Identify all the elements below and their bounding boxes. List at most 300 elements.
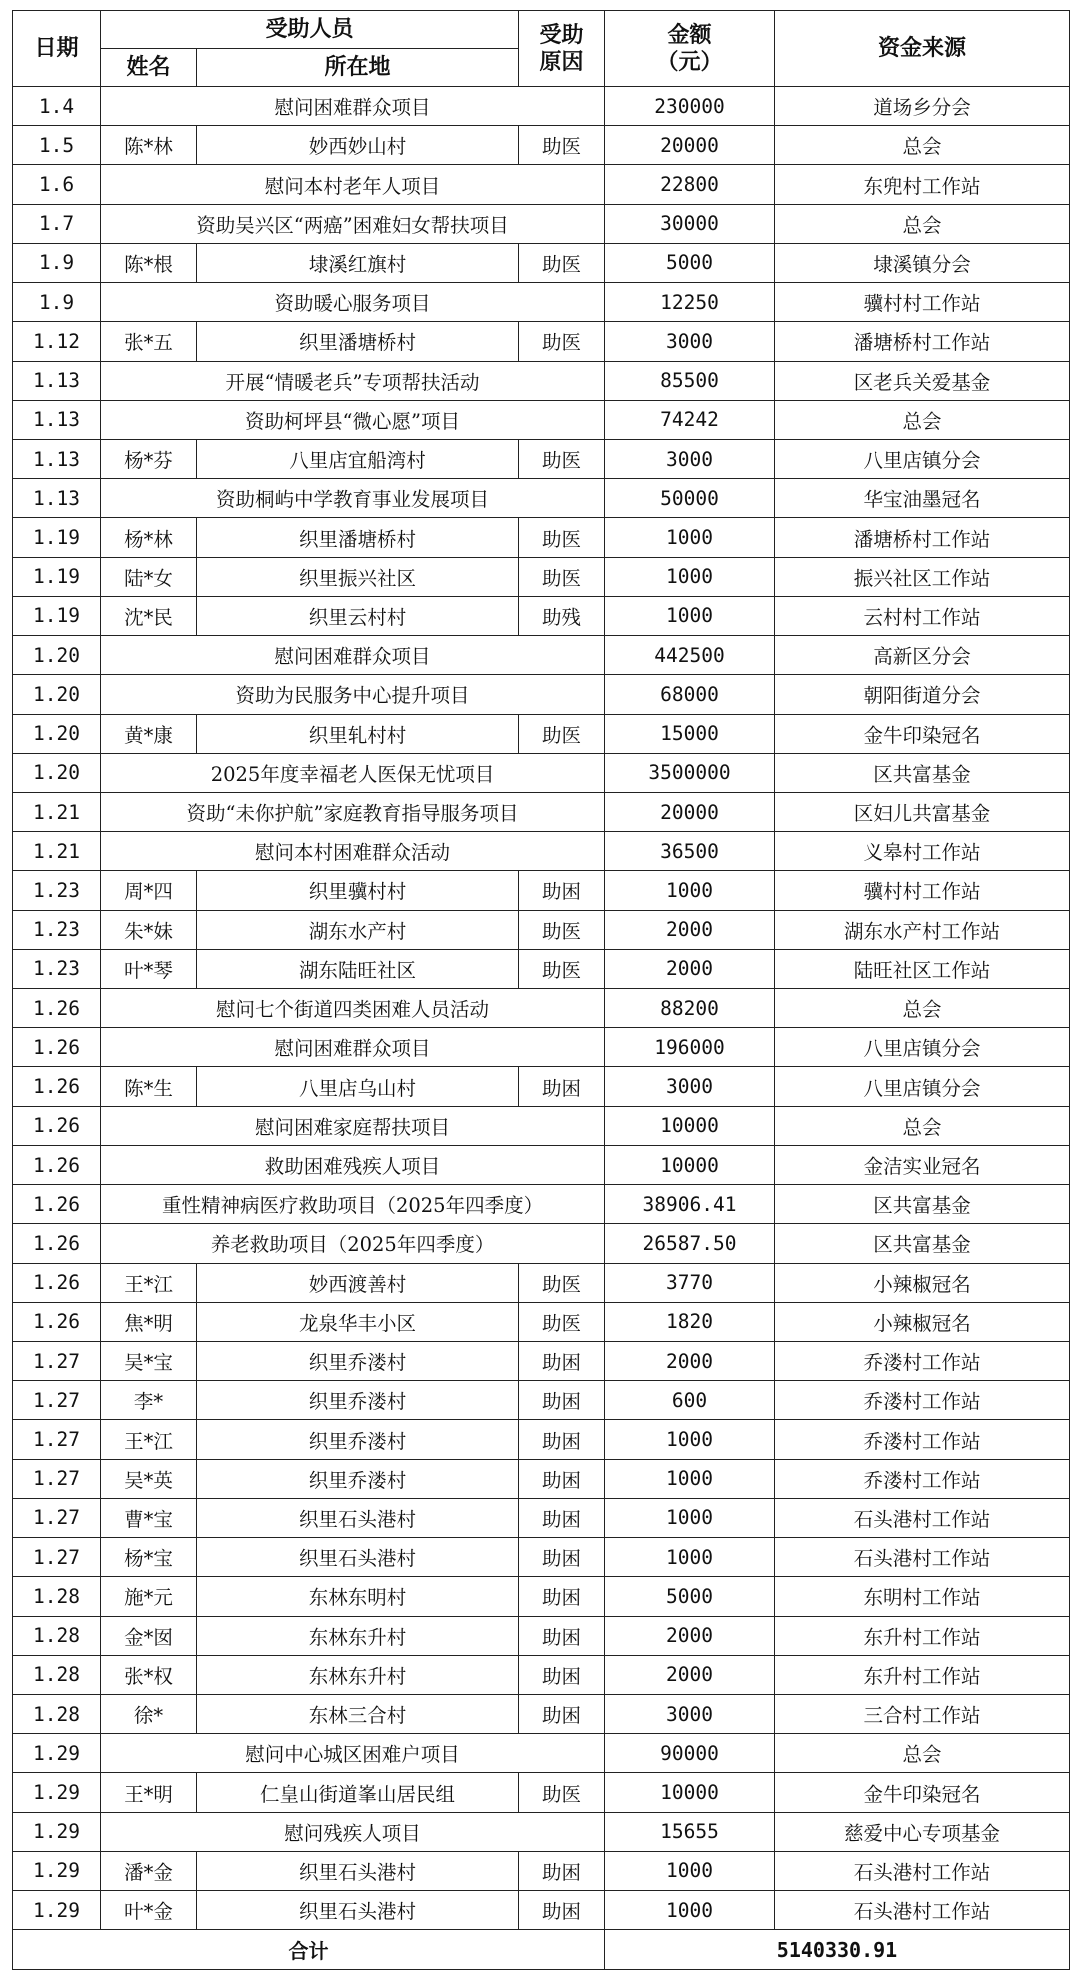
name-cell: 李*	[101, 1381, 197, 1420]
source-cell: 云村村工作站	[775, 596, 1070, 635]
reason-cell: 助医	[519, 910, 605, 949]
source-cell: 石头港村工作站	[775, 1851, 1070, 1890]
amount-cell: 2000	[605, 1655, 775, 1694]
date-cell: 1.26	[13, 989, 101, 1028]
table-row	[13, 1185, 1070, 1224]
name-cell: 曹*宝	[101, 1498, 197, 1537]
header-source: 资金来源	[775, 11, 1070, 87]
name-cell: 黄*康	[101, 714, 197, 753]
table-row	[13, 1851, 1070, 1890]
header-amount-line1: 金额	[667, 21, 712, 48]
date-cell: 1.29	[13, 1773, 101, 1812]
reason-cell: 助困	[519, 1577, 605, 1616]
project-cell: 慰问七个街道四类困难人员活动	[101, 989, 605, 1028]
amount-cell: 20000	[605, 126, 775, 165]
source-cell: 石头港村工作站	[775, 1538, 1070, 1577]
table-row	[13, 1577, 1070, 1616]
date-cell: 1.28	[13, 1577, 101, 1616]
date-cell: 1.9	[13, 243, 101, 282]
source-cell: 高新区分会	[775, 636, 1070, 675]
name-cell: 吴*宝	[101, 1342, 197, 1381]
name-cell: 张*权	[101, 1655, 197, 1694]
amount-cell: 85500	[605, 361, 775, 400]
name-cell: 王*江	[101, 1420, 197, 1459]
amount-cell: 1000	[605, 1459, 775, 1498]
header-reason-line2: 原因	[539, 48, 584, 75]
amount-cell: 15000	[605, 714, 775, 753]
date-cell: 1.19	[13, 596, 101, 635]
name-cell: 叶*金	[101, 1891, 197, 1930]
reason-cell: 助医	[519, 322, 605, 361]
location-cell: 龙泉华丰小区	[197, 1302, 519, 1341]
table-row	[13, 1812, 1070, 1851]
amount-cell: 30000	[605, 204, 775, 243]
header-amount-line2: （元）	[656, 48, 723, 75]
table-row	[13, 1224, 1070, 1263]
table-row	[13, 400, 1070, 439]
source-cell: 东明村工作站	[775, 1577, 1070, 1616]
date-cell: 1.13	[13, 400, 101, 439]
location-cell: 八里店乌山村	[197, 1067, 519, 1106]
table-row	[13, 557, 1070, 596]
project-cell: 慰问困难群众项目	[101, 1028, 605, 1067]
reason-cell: 助困	[519, 871, 605, 910]
amount-cell: 3000	[605, 1067, 775, 1106]
reason-cell: 助困	[519, 1694, 605, 1733]
location-cell: 八里店宜船湾村	[197, 439, 519, 478]
header-name: 姓名	[101, 49, 197, 87]
source-cell: 石头港村工作站	[775, 1498, 1070, 1537]
project-cell: 慰问困难群众项目	[101, 87, 605, 126]
reason-cell: 助困	[519, 1342, 605, 1381]
date-cell: 1.13	[13, 479, 101, 518]
source-cell: 小辣椒冠名	[775, 1263, 1070, 1302]
location-cell: 织里乔溇村	[197, 1381, 519, 1420]
table-row	[13, 1028, 1070, 1067]
source-cell: 三合村工作站	[775, 1694, 1070, 1733]
amount-cell: 1000	[605, 1538, 775, 1577]
date-cell: 1.21	[13, 792, 101, 831]
location-cell: 妙西渡善村	[197, 1263, 519, 1302]
table-row	[13, 1459, 1070, 1498]
date-cell: 1.4	[13, 87, 101, 126]
table-row	[13, 1420, 1070, 1459]
source-cell: 石头港村工作站	[775, 1891, 1070, 1930]
date-cell: 1.26	[13, 1106, 101, 1145]
location-cell: 织里石头港村	[197, 1538, 519, 1577]
date-cell: 1.26	[13, 1224, 101, 1263]
location-cell: 织里云村村	[197, 596, 519, 635]
date-cell: 1.26	[13, 1028, 101, 1067]
reason-cell: 助困	[519, 1459, 605, 1498]
date-cell: 1.26	[13, 1145, 101, 1184]
header-reason-line1: 受助	[539, 21, 584, 48]
table-row	[13, 792, 1070, 831]
table-row	[13, 1302, 1070, 1341]
donation-ledger-table	[12, 10, 1070, 1970]
project-cell: 资助暖心服务项目	[101, 283, 605, 322]
table-row	[13, 165, 1070, 204]
source-cell: 总会	[775, 400, 1070, 439]
date-cell: 1.13	[13, 361, 101, 400]
name-cell: 陈*根	[101, 243, 197, 282]
date-cell: 1.20	[13, 753, 101, 792]
table-row	[13, 479, 1070, 518]
amount-cell: 2000	[605, 1616, 775, 1655]
project-cell: 慰问困难群众项目	[101, 636, 605, 675]
date-cell: 1.29	[13, 1812, 101, 1851]
location-cell: 妙西妙山村	[197, 126, 519, 165]
location-cell: 湖东陆旺社区	[197, 949, 519, 988]
date-cell: 1.23	[13, 949, 101, 988]
source-cell: 慈爱中心专项基金	[775, 1812, 1070, 1851]
amount-cell: 10000	[605, 1106, 775, 1145]
project-cell: 养老救助项目（2025年四季度）	[101, 1224, 605, 1263]
location-cell: 湖东水产村	[197, 910, 519, 949]
project-cell: 资助为民服务中心提升项目	[101, 675, 605, 714]
reason-cell: 助医	[519, 714, 605, 753]
name-cell: 张*五	[101, 322, 197, 361]
table-row	[13, 1891, 1070, 1930]
source-cell: 乔溇村工作站	[775, 1381, 1070, 1420]
amount-cell: 5000	[605, 1577, 775, 1616]
reason-cell: 助困	[519, 1067, 605, 1106]
table-row	[13, 1498, 1070, 1537]
amount-cell: 1000	[605, 1851, 775, 1890]
source-cell: 潘塘桥村工作站	[775, 518, 1070, 557]
source-cell: 骥村村工作站	[775, 283, 1070, 322]
source-cell: 小辣椒冠名	[775, 1302, 1070, 1341]
table-row	[13, 439, 1070, 478]
name-cell: 杨*芬	[101, 439, 197, 478]
location-cell: 织里潘塘桥村	[197, 322, 519, 361]
date-cell: 1.20	[13, 675, 101, 714]
source-cell: 八里店镇分会	[775, 1028, 1070, 1067]
table-row	[13, 1067, 1070, 1106]
date-cell: 1.28	[13, 1655, 101, 1694]
location-cell: 东林东明村	[197, 1577, 519, 1616]
source-cell: 乔溇村工作站	[775, 1420, 1070, 1459]
reason-cell: 助困	[519, 1420, 605, 1459]
location-cell: 织里乔溇村	[197, 1459, 519, 1498]
name-cell: 金*囡	[101, 1616, 197, 1655]
source-cell: 埭溪镇分会	[775, 243, 1070, 282]
reason-cell: 助困	[519, 1538, 605, 1577]
header-date: 日期	[13, 11, 101, 87]
table-row	[13, 1263, 1070, 1302]
amount-cell: 15655	[605, 1812, 775, 1851]
date-cell: 1.26	[13, 1185, 101, 1224]
amount-cell: 22800	[605, 165, 775, 204]
table-row	[13, 910, 1070, 949]
amount-cell: 26587.50	[605, 1224, 775, 1263]
amount-cell: 1000	[605, 518, 775, 557]
source-cell: 义皋村工作站	[775, 832, 1070, 871]
project-cell: 资助柯坪县“微心愿”项目	[101, 400, 605, 439]
amount-cell: 1000	[605, 1420, 775, 1459]
project-cell: 重性精神病医疗救助项目（2025年四季度）	[101, 1185, 605, 1224]
amount-cell: 20000	[605, 792, 775, 831]
source-cell: 陆旺社区工作站	[775, 949, 1070, 988]
reason-cell: 助困	[519, 1616, 605, 1655]
project-cell: 慰问中心城区困难户项目	[101, 1734, 605, 1773]
source-cell: 总会	[775, 1734, 1070, 1773]
source-cell: 乔溇村工作站	[775, 1459, 1070, 1498]
name-cell: 吴*英	[101, 1459, 197, 1498]
reason-cell: 助医	[519, 1302, 605, 1341]
location-cell: 织里潘塘桥村	[197, 518, 519, 557]
date-cell: 1.23	[13, 871, 101, 910]
amount-cell: 88200	[605, 989, 775, 1028]
table-row	[13, 283, 1070, 322]
total-amount: 5140330.91	[605, 1930, 1070, 1970]
reason-cell: 助医	[519, 126, 605, 165]
location-cell: 织里石头港村	[197, 1851, 519, 1890]
name-cell: 杨*宝	[101, 1538, 197, 1577]
location-cell: 埭溪红旗村	[197, 243, 519, 282]
name-cell: 潘*金	[101, 1851, 197, 1890]
amount-cell: 1000	[605, 557, 775, 596]
location-cell: 东林三合村	[197, 1694, 519, 1733]
source-cell: 金牛印染冠名	[775, 1773, 1070, 1812]
date-cell: 1.21	[13, 832, 101, 871]
source-cell: 区妇儿共富基金	[775, 792, 1070, 831]
header-amount	[605, 11, 775, 87]
amount-cell: 38906.41	[605, 1185, 775, 1224]
source-cell: 东兜村工作站	[775, 165, 1070, 204]
source-cell: 总会	[775, 204, 1070, 243]
name-cell: 王*明	[101, 1773, 197, 1812]
table-row	[13, 596, 1070, 635]
table-row	[13, 322, 1070, 361]
table-body	[13, 87, 1070, 1930]
date-cell: 1.27	[13, 1498, 101, 1537]
amount-cell: 50000	[605, 479, 775, 518]
source-cell: 东升村工作站	[775, 1616, 1070, 1655]
date-cell: 1.20	[13, 636, 101, 675]
amount-cell: 90000	[605, 1734, 775, 1773]
source-cell: 总会	[775, 126, 1070, 165]
source-cell: 总会	[775, 989, 1070, 1028]
location-cell: 织里石头港村	[197, 1891, 519, 1930]
date-cell: 1.5	[13, 126, 101, 165]
amount-cell: 442500	[605, 636, 775, 675]
amount-cell: 3500000	[605, 753, 775, 792]
source-cell: 骥村村工作站	[775, 871, 1070, 910]
table-row	[13, 1773, 1070, 1812]
amount-cell: 3000	[605, 439, 775, 478]
table-row	[13, 753, 1070, 792]
amount-cell: 1000	[605, 1891, 775, 1930]
amount-cell: 74242	[605, 400, 775, 439]
amount-cell: 10000	[605, 1145, 775, 1184]
name-cell: 沈*民	[101, 596, 197, 635]
source-cell: 乔溇村工作站	[775, 1342, 1070, 1381]
header-reason	[519, 11, 605, 87]
name-cell: 朱*妹	[101, 910, 197, 949]
reason-cell: 助医	[519, 1263, 605, 1302]
total-row	[13, 1930, 1070, 1970]
source-cell: 朝阳街道分会	[775, 675, 1070, 714]
reason-cell: 助医	[519, 1773, 605, 1812]
date-cell: 1.19	[13, 557, 101, 596]
amount-cell: 230000	[605, 87, 775, 126]
amount-cell: 12250	[605, 283, 775, 322]
table-row	[13, 1381, 1070, 1420]
source-cell: 区老兵关爱基金	[775, 361, 1070, 400]
project-cell: 开展“情暖老兵”专项帮扶活动	[101, 361, 605, 400]
table-row	[13, 871, 1070, 910]
amount-cell: 1000	[605, 871, 775, 910]
project-cell: 资助“未你护航”家庭教育指导服务项目	[101, 792, 605, 831]
table-row	[13, 1106, 1070, 1145]
amount-cell: 1000	[605, 1498, 775, 1537]
source-cell: 振兴社区工作站	[775, 557, 1070, 596]
project-cell: 慰问残疾人项目	[101, 1812, 605, 1851]
project-cell: 慰问本村老年人项目	[101, 165, 605, 204]
date-cell: 1.12	[13, 322, 101, 361]
table-row	[13, 1655, 1070, 1694]
project-cell: 救助困难残疾人项目	[101, 1145, 605, 1184]
date-cell: 1.13	[13, 439, 101, 478]
table-footer	[13, 1930, 1070, 1970]
project-cell: 2025年度幸福老人医保无忧项目	[101, 753, 605, 792]
table-row	[13, 1734, 1070, 1773]
date-cell: 1.27	[13, 1420, 101, 1459]
table-row	[13, 243, 1070, 282]
table-row	[13, 518, 1070, 557]
date-cell: 1.23	[13, 910, 101, 949]
amount-cell: 5000	[605, 243, 775, 282]
source-cell: 道场乡分会	[775, 87, 1070, 126]
table-row	[13, 989, 1070, 1028]
location-cell: 东林东升村	[197, 1616, 519, 1655]
date-cell: 1.27	[13, 1342, 101, 1381]
date-cell: 1.9	[13, 283, 101, 322]
name-cell: 施*元	[101, 1577, 197, 1616]
reason-cell: 助医	[519, 243, 605, 282]
date-cell: 1.19	[13, 518, 101, 557]
table-row	[13, 126, 1070, 165]
reason-cell: 助困	[519, 1891, 605, 1930]
source-cell: 区共富基金	[775, 1185, 1070, 1224]
name-cell: 焦*明	[101, 1302, 197, 1341]
date-cell: 1.28	[13, 1694, 101, 1733]
name-cell: 陆*女	[101, 557, 197, 596]
amount-cell: 3000	[605, 1694, 775, 1733]
table-row	[13, 87, 1070, 126]
location-cell: 织里骥村村	[197, 871, 519, 910]
amount-cell: 600	[605, 1381, 775, 1420]
amount-cell: 2000	[605, 1342, 775, 1381]
source-cell: 金洁实业冠名	[775, 1145, 1070, 1184]
amount-cell: 10000	[605, 1773, 775, 1812]
table-row	[13, 636, 1070, 675]
name-cell: 徐*	[101, 1694, 197, 1733]
table-row	[13, 949, 1070, 988]
date-cell: 1.28	[13, 1616, 101, 1655]
header-location: 所在地	[197, 49, 519, 87]
location-cell: 织里轧村村	[197, 714, 519, 753]
name-cell: 陈*生	[101, 1067, 197, 1106]
amount-cell: 2000	[605, 910, 775, 949]
total-label: 合计	[13, 1930, 605, 1970]
reason-cell: 助医	[519, 557, 605, 596]
date-cell: 1.26	[13, 1263, 101, 1302]
table-row	[13, 1538, 1070, 1577]
source-cell: 总会	[775, 1106, 1070, 1145]
date-cell: 1.6	[13, 165, 101, 204]
source-cell: 八里店镇分会	[775, 1067, 1070, 1106]
name-cell: 周*四	[101, 871, 197, 910]
source-cell: 潘塘桥村工作站	[775, 322, 1070, 361]
table-row	[13, 204, 1070, 243]
reason-cell: 助困	[519, 1381, 605, 1420]
table-row	[13, 675, 1070, 714]
source-cell: 八里店镇分会	[775, 439, 1070, 478]
reason-cell: 助医	[519, 949, 605, 988]
amount-cell: 3770	[605, 1263, 775, 1302]
source-cell: 华宝油墨冠名	[775, 479, 1070, 518]
date-cell: 1.20	[13, 714, 101, 753]
table-row	[13, 1616, 1070, 1655]
location-cell: 织里乔溇村	[197, 1420, 519, 1459]
date-cell: 1.7	[13, 204, 101, 243]
project-cell: 慰问本村困难群众活动	[101, 832, 605, 871]
table-row	[13, 1342, 1070, 1381]
reason-cell: 助医	[519, 518, 605, 557]
date-cell: 1.27	[13, 1538, 101, 1577]
name-cell: 杨*林	[101, 518, 197, 557]
date-cell: 1.29	[13, 1734, 101, 1773]
table-header	[13, 11, 1070, 87]
location-cell: 仁皇山街道峯山居民组	[197, 1773, 519, 1812]
location-cell: 织里石头港村	[197, 1498, 519, 1537]
project-cell: 资助吴兴区“两癌”困难妇女帮扶项目	[101, 204, 605, 243]
amount-cell: 68000	[605, 675, 775, 714]
reason-cell: 助困	[519, 1655, 605, 1694]
table-row	[13, 1145, 1070, 1184]
amount-cell: 1820	[605, 1302, 775, 1341]
name-cell: 王*江	[101, 1263, 197, 1302]
amount-cell: 3000	[605, 322, 775, 361]
table-row	[13, 832, 1070, 871]
date-cell: 1.27	[13, 1459, 101, 1498]
location-cell: 织里振兴社区	[197, 557, 519, 596]
reason-cell: 助困	[519, 1498, 605, 1537]
amount-cell: 2000	[605, 949, 775, 988]
date-cell: 1.26	[13, 1067, 101, 1106]
source-cell: 区共富基金	[775, 753, 1070, 792]
name-cell: 陈*林	[101, 126, 197, 165]
source-cell: 东升村工作站	[775, 1655, 1070, 1694]
date-cell: 1.29	[13, 1891, 101, 1930]
reason-cell: 助医	[519, 439, 605, 478]
source-cell: 区共富基金	[775, 1224, 1070, 1263]
project-cell: 慰问困难家庭帮扶项目	[101, 1106, 605, 1145]
date-cell: 1.26	[13, 1302, 101, 1341]
date-cell: 1.29	[13, 1851, 101, 1890]
amount-cell: 36500	[605, 832, 775, 871]
amount-cell: 196000	[605, 1028, 775, 1067]
location-cell: 织里乔溇村	[197, 1342, 519, 1381]
table-row	[13, 1694, 1070, 1733]
project-cell: 资助桐屿中学教育事业发展项目	[101, 479, 605, 518]
table-row	[13, 361, 1070, 400]
table-row	[13, 714, 1070, 753]
reason-cell: 助困	[519, 1851, 605, 1890]
date-cell: 1.27	[13, 1381, 101, 1420]
